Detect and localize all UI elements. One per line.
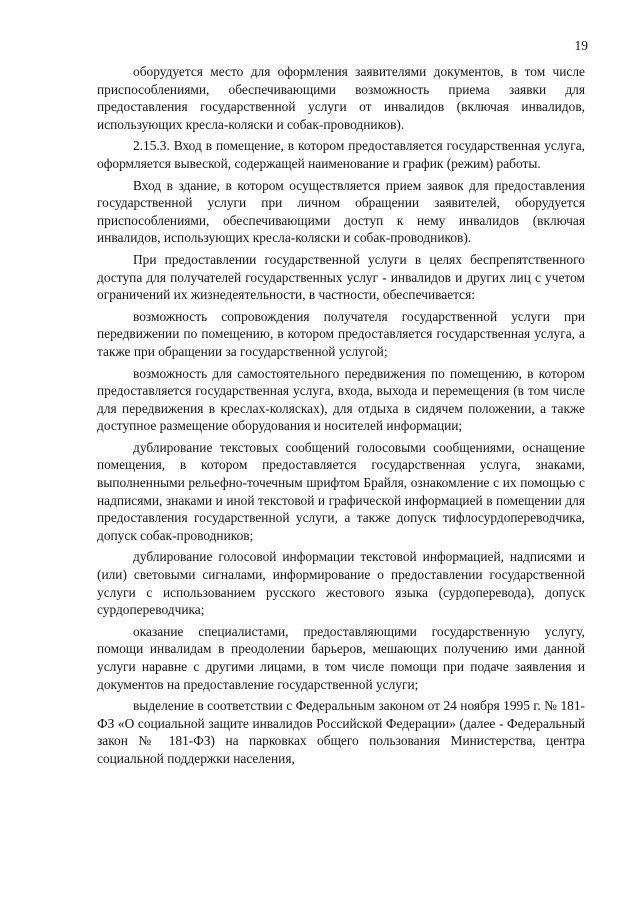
paragraph-6: возможность для самостоятельного передвижения по помещению, в котором предоставляется государственная услуга, входа, выхода и перемещения (в том числе для передвижения в креслах-колясках), для отдыха в сидячем положении, а также доступное размещение оборудования и носителей информации; <box>97 365 585 434</box>
paragraph-10: выделение в соответствии с Федеральным законом от 24 ноября 1995 г. № 181-ФЗ «О социальной защите инвалидов Российской Федерации» (далее - Федеральный закон № 181-ФЗ) на парковках общего пользования Министерства, центра социальной поддержки населения, <box>97 698 585 766</box>
paragraph-7: дублирование текстовых сообщений голосовыми сообщениями, оснащение помещения, в котором предоставляется государственная услуга, знаками, выполненными рельефно-точечным шрифтом Брайля, ознакомление с их помощью с надписями, знаками и иной текстовой и графической информацией в помещении для предоставления государственной услуги, а также допуск тифлосурдопереводчика, допуск собак-проводников; <box>97 439 585 543</box>
paragraph-4: При предоставлении государственной услуги в целях беспрепятственного доступа для получателей государственных услуг - инвалидов и других лиц с учетом ограничений их жизнедеятельности, в частности, обеспечивается: <box>97 251 585 303</box>
paragraph-9: оказание специалистами, предоставляющими государственную услугу, помощи инвалидам в преодолении барьеров, мешающих получению ими данной услуги наравне с другими лицами, в том числе помощи при подаче заявления и документов на предоставление государственной услуги; <box>97 623 585 692</box>
document-body <box>97 63 585 772</box>
paragraph-2: 2.15.3. Вход в помещение, в котором предоставляется государственная услуга, оформляется вывеской, содержащей наименование и график (режим) работы. <box>97 138 585 171</box>
paragraph-5: возможность сопровождения получателя государственной услуги при передвижении по помещению, в котором предоставляется государственная услуга, а также при обращении за государственной услугой; <box>97 308 585 359</box>
page-number: 19 <box>574 38 588 53</box>
paragraph-3: Вход в здание, в котором осуществляется прием заявок для предоставления государственной услуги при личном обращении заявителей, оборудуется приспособлениями, обеспечивающими доступ к нему инвалидов (включая инвалидов, использующих кресла-коляски и собак-проводников). <box>97 177 585 246</box>
paragraph-1: оборудуется место для оформления заявителями документов, в том числе приспособлениями, обеспечивающими возможность приема заявки для предоставления государственной услуги от инвалидов (включая инвалидов, использующих кресла-коляски и собак-проводников). <box>97 64 585 132</box>
paragraph-8: дублирование голосовой информации текстовой информацией, надписями и (или) световыми сигналами, информирование о предоставлении государственной услуги с использованием русского жестового языка (сурдоперевода), допуск сурдопереводчика; <box>97 549 585 618</box>
